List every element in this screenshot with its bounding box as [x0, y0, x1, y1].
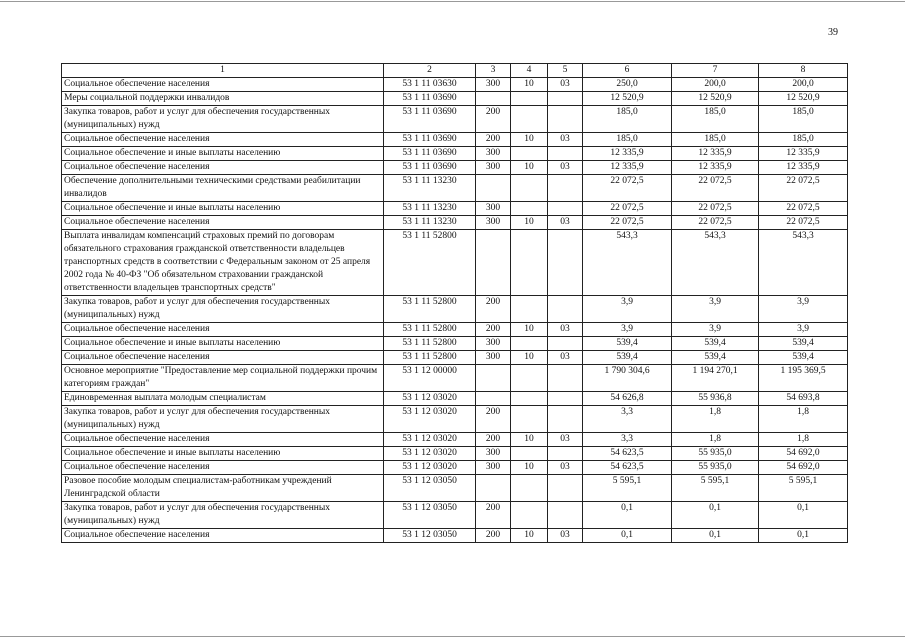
row-value-2024-cell: 0,1 [583, 529, 672, 543]
row-pr-cell [548, 202, 583, 216]
row-code-cell: 53 1 12 03020 [384, 433, 476, 447]
row-value-2024-cell: 22 072,5 [583, 216, 672, 230]
row-value-2026-cell: 539,4 [759, 337, 848, 351]
row-rz-cell [511, 92, 548, 106]
row-pr-cell [548, 406, 583, 433]
row-pr-cell [548, 147, 583, 161]
row-value-2024-cell: 12 520,9 [583, 92, 672, 106]
header-cell: 3 [476, 64, 511, 78]
row-value-2026-cell: 54 693,8 [759, 392, 848, 406]
row-vr-cell: 300 [476, 337, 511, 351]
row-pr-cell [548, 337, 583, 351]
row-name-cell: Социальное обеспечение населения [62, 529, 384, 543]
row-value-2026-cell: 185,0 [759, 133, 848, 147]
table-row [62, 392, 848, 406]
table-row [62, 147, 848, 161]
row-value-2024-cell: 5 595,1 [583, 475, 672, 502]
table-header-row [62, 64, 848, 78]
row-rz-cell [511, 337, 548, 351]
row-pr-cell [548, 365, 583, 392]
row-vr-cell [476, 230, 511, 296]
row-value-2024-cell: 54 623,5 [583, 447, 672, 461]
row-pr-cell: 03 [548, 323, 583, 337]
row-name-cell: Социальное обеспечение населения [62, 133, 384, 147]
row-code-cell: 53 1 12 03020 [384, 406, 476, 433]
row-name-cell: Закупка товаров, работ и услуг для обеспечения государственных (муниципальных) нужд [62, 296, 384, 323]
row-value-2025-cell: 22 072,5 [672, 202, 759, 216]
table-row [62, 337, 848, 351]
row-rz-cell: 10 [511, 461, 548, 475]
row-name-cell: Социальное обеспечение и иные выплаты населению [62, 202, 384, 216]
row-name-cell: Закупка товаров, работ и услуг для обеспечения государственных (муниципальных) нужд [62, 106, 384, 133]
row-name-cell: Социальное обеспечение населения [62, 351, 384, 365]
row-code-cell: 53 1 12 00000 [384, 365, 476, 392]
row-code-cell: 53 1 12 03050 [384, 502, 476, 529]
table-row [62, 230, 848, 296]
row-name-cell: Социальное обеспечение населения [62, 161, 384, 175]
row-vr-cell: 300 [476, 447, 511, 461]
row-code-cell: 53 1 11 03690 [384, 147, 476, 161]
table-row [62, 161, 848, 175]
row-value-2024-cell: 539,4 [583, 351, 672, 365]
row-vr-cell [476, 475, 511, 502]
table-row [62, 323, 848, 337]
row-name-cell: Социальное обеспечение населения [62, 323, 384, 337]
row-pr-cell: 03 [548, 78, 583, 92]
row-vr-cell [476, 175, 511, 202]
row-rz-cell: 10 [511, 433, 548, 447]
row-pr-cell: 03 [548, 133, 583, 147]
table-row [62, 351, 848, 365]
row-value-2025-cell: 185,0 [672, 133, 759, 147]
row-name-cell: Выплата инвалидам компенсаций страховых премий по договорам обязательного страхования гражданской ответственности владельцев транспортных средств в соответствии с Федеральным законом от 25 апреля 2002 года № 40-ФЗ "Об обязательном страховании гражданской ответственности владельцев транспортных средств" [62, 230, 384, 296]
row-pr-cell: 03 [548, 216, 583, 230]
row-rz-cell: 10 [511, 161, 548, 175]
row-value-2025-cell: 22 072,5 [672, 175, 759, 202]
row-code-cell: 53 1 11 03690 [384, 133, 476, 147]
row-value-2025-cell: 0,1 [672, 529, 759, 543]
row-value-2024-cell: 22 072,5 [583, 202, 672, 216]
row-pr-cell [548, 447, 583, 461]
row-name-cell: Обеспечение дополнительными техническими средствами реабилитации инвалидов [62, 175, 384, 202]
row-value-2026-cell: 3,9 [759, 296, 848, 323]
row-vr-cell: 200 [476, 406, 511, 433]
row-pr-cell: 03 [548, 433, 583, 447]
row-name-cell: Основное мероприятие "Предоставление мер социальной поддержки прочим категориям граждан" [62, 365, 384, 392]
row-value-2025-cell: 55 936,8 [672, 392, 759, 406]
row-value-2025-cell: 1,8 [672, 406, 759, 433]
row-pr-cell [548, 106, 583, 133]
row-rz-cell [511, 175, 548, 202]
header-cell: 5 [548, 64, 583, 78]
row-vr-cell [476, 392, 511, 406]
row-pr-cell [548, 502, 583, 529]
row-value-2025-cell: 12 335,9 [672, 147, 759, 161]
row-value-2025-cell: 3,9 [672, 296, 759, 323]
row-vr-cell: 300 [476, 202, 511, 216]
row-rz-cell [511, 230, 548, 296]
row-code-cell: 53 1 11 03690 [384, 161, 476, 175]
row-vr-cell: 200 [476, 106, 511, 133]
table-row [62, 433, 848, 447]
header-cell: 2 [384, 64, 476, 78]
row-vr-cell: 200 [476, 433, 511, 447]
row-rz-cell [511, 202, 548, 216]
row-value-2026-cell: 12 335,9 [759, 147, 848, 161]
row-rz-cell [511, 447, 548, 461]
row-code-cell: 53 1 11 03690 [384, 92, 476, 106]
row-code-cell: 53 1 11 52800 [384, 337, 476, 351]
row-value-2025-cell: 1,8 [672, 433, 759, 447]
scan-edge-top [0, 1, 905, 2]
row-value-2026-cell: 539,4 [759, 351, 848, 365]
row-value-2026-cell: 54 692,0 [759, 461, 848, 475]
page-number: 39 [828, 27, 838, 38]
row-value-2026-cell: 12 335,9 [759, 161, 848, 175]
row-pr-cell [548, 475, 583, 502]
header-cell: 6 [583, 64, 672, 78]
row-value-2024-cell: 3,3 [583, 433, 672, 447]
row-value-2024-cell: 543,3 [583, 230, 672, 296]
row-code-cell: 53 1 11 52800 [384, 323, 476, 337]
row-value-2025-cell: 3,9 [672, 323, 759, 337]
row-vr-cell [476, 92, 511, 106]
table-row [62, 461, 848, 475]
row-value-2026-cell: 22 072,5 [759, 202, 848, 216]
row-value-2026-cell: 0,1 [759, 529, 848, 543]
row-rz-cell: 10 [511, 78, 548, 92]
row-rz-cell: 10 [511, 323, 548, 337]
row-name-cell: Социальное обеспечение и иные выплаты населению [62, 147, 384, 161]
row-value-2025-cell: 12 520,9 [672, 92, 759, 106]
row-value-2024-cell: 54 623,5 [583, 461, 672, 475]
row-name-cell: Социальное обеспечение населения [62, 216, 384, 230]
row-value-2024-cell: 185,0 [583, 133, 672, 147]
table-row [62, 475, 848, 502]
row-rz-cell: 10 [511, 216, 548, 230]
table-row [62, 175, 848, 202]
row-vr-cell [476, 365, 511, 392]
budget-table [61, 63, 848, 543]
row-value-2024-cell: 54 626,8 [583, 392, 672, 406]
row-vr-cell: 200 [476, 323, 511, 337]
row-pr-cell: 03 [548, 461, 583, 475]
table-row [62, 406, 848, 433]
row-code-cell: 53 1 11 13230 [384, 175, 476, 202]
row-value-2024-cell: 1 790 304,6 [583, 365, 672, 392]
table-row [62, 92, 848, 106]
table-row [62, 529, 848, 543]
row-value-2026-cell: 543,3 [759, 230, 848, 296]
row-code-cell: 53 1 11 52800 [384, 230, 476, 296]
row-code-cell: 53 1 11 52800 [384, 296, 476, 323]
row-value-2025-cell: 185,0 [672, 106, 759, 133]
row-value-2026-cell: 0,1 [759, 502, 848, 529]
row-name-cell: Меры социальной поддержки инвалидов [62, 92, 384, 106]
row-vr-cell: 300 [476, 351, 511, 365]
row-code-cell: 53 1 12 03020 [384, 447, 476, 461]
row-vr-cell: 200 [476, 502, 511, 529]
row-value-2025-cell: 539,4 [672, 351, 759, 365]
row-code-cell: 53 1 12 03050 [384, 475, 476, 502]
row-name-cell: Социальное обеспечение и иные выплаты населению [62, 337, 384, 351]
table-row [62, 133, 848, 147]
row-name-cell: Закупка товаров, работ и услуг для обеспечения государственных (муниципальных) нужд [62, 502, 384, 529]
row-name-cell: Социальное обеспечение населения [62, 433, 384, 447]
row-value-2026-cell: 185,0 [759, 106, 848, 133]
row-value-2026-cell: 22 072,5 [759, 216, 848, 230]
table-row [62, 447, 848, 461]
row-pr-cell [548, 92, 583, 106]
row-value-2025-cell: 539,4 [672, 337, 759, 351]
row-pr-cell [548, 392, 583, 406]
row-value-2024-cell: 3,9 [583, 296, 672, 323]
row-value-2026-cell: 1,8 [759, 406, 848, 433]
row-code-cell: 53 1 11 13230 [384, 202, 476, 216]
row-rz-cell: 10 [511, 351, 548, 365]
row-name-cell: Закупка товаров, работ и услуг для обеспечения государственных (муниципальных) нужд [62, 406, 384, 433]
row-code-cell: 53 1 12 03020 [384, 461, 476, 475]
row-pr-cell [548, 230, 583, 296]
table-body [62, 64, 848, 543]
row-value-2025-cell: 55 935,0 [672, 447, 759, 461]
row-value-2026-cell: 5 595,1 [759, 475, 848, 502]
table-row [62, 78, 848, 92]
row-value-2024-cell: 250,0 [583, 78, 672, 92]
row-value-2025-cell: 200,0 [672, 78, 759, 92]
row-rz-cell: 10 [511, 529, 548, 543]
row-pr-cell: 03 [548, 351, 583, 365]
row-value-2026-cell: 200,0 [759, 78, 848, 92]
row-rz-cell: 10 [511, 133, 548, 147]
row-vr-cell: 200 [476, 296, 511, 323]
row-value-2025-cell: 1 194 270,1 [672, 365, 759, 392]
table-row [62, 202, 848, 216]
row-name-cell: Разовое пособие молодым специалистам-работникам учреждений Ленинградской области [62, 475, 384, 502]
row-code-cell: 53 1 11 03630 [384, 78, 476, 92]
row-rz-cell [511, 475, 548, 502]
row-code-cell: 53 1 11 03690 [384, 106, 476, 133]
row-value-2026-cell: 22 072,5 [759, 175, 848, 202]
row-value-2024-cell: 0,1 [583, 502, 672, 529]
row-value-2025-cell: 5 595,1 [672, 475, 759, 502]
scan-edge-bottom [0, 636, 905, 637]
row-pr-cell: 03 [548, 529, 583, 543]
row-vr-cell: 300 [476, 161, 511, 175]
row-rz-cell [511, 392, 548, 406]
row-rz-cell [511, 147, 548, 161]
table-row [62, 502, 848, 529]
header-cell: 7 [672, 64, 759, 78]
row-value-2025-cell: 22 072,5 [672, 216, 759, 230]
row-rz-cell [511, 365, 548, 392]
row-rz-cell [511, 406, 548, 433]
row-value-2024-cell: 3,9 [583, 323, 672, 337]
row-value-2025-cell: 12 335,9 [672, 161, 759, 175]
row-value-2024-cell: 3,3 [583, 406, 672, 433]
row-name-cell: Единовременная выплата молодым специалистам [62, 392, 384, 406]
row-value-2024-cell: 539,4 [583, 337, 672, 351]
row-value-2025-cell: 0,1 [672, 502, 759, 529]
row-code-cell: 53 1 12 03050 [384, 529, 476, 543]
row-name-cell: Социальное обеспечение населения [62, 461, 384, 475]
row-name-cell: Социальное обеспечение и иные выплаты населению [62, 447, 384, 461]
row-rz-cell [511, 106, 548, 133]
table-row [62, 365, 848, 392]
header-cell: 1 [62, 64, 384, 78]
row-code-cell: 53 1 12 03020 [384, 392, 476, 406]
row-value-2025-cell: 543,3 [672, 230, 759, 296]
row-value-2024-cell: 22 072,5 [583, 175, 672, 202]
row-pr-cell: 03 [548, 161, 583, 175]
row-value-2026-cell: 1 195 369,5 [759, 365, 848, 392]
row-vr-cell: 200 [476, 529, 511, 543]
row-code-cell: 53 1 11 52800 [384, 351, 476, 365]
row-value-2026-cell: 54 692,0 [759, 447, 848, 461]
row-name-cell: Социальное обеспечение населения [62, 78, 384, 92]
row-value-2024-cell: 12 335,9 [583, 147, 672, 161]
row-vr-cell: 300 [476, 461, 511, 475]
table-row [62, 106, 848, 133]
row-pr-cell [548, 175, 583, 202]
row-pr-cell [548, 296, 583, 323]
header-cell: 8 [759, 64, 848, 78]
row-value-2024-cell: 12 335,9 [583, 161, 672, 175]
row-value-2026-cell: 3,9 [759, 323, 848, 337]
row-vr-cell: 300 [476, 216, 511, 230]
table-row [62, 216, 848, 230]
row-value-2026-cell: 12 520,9 [759, 92, 848, 106]
row-code-cell: 53 1 11 13230 [384, 216, 476, 230]
row-rz-cell [511, 296, 548, 323]
header-cell: 4 [511, 64, 548, 78]
row-vr-cell: 300 [476, 78, 511, 92]
row-vr-cell: 300 [476, 147, 511, 161]
row-value-2024-cell: 185,0 [583, 106, 672, 133]
table-row [62, 296, 848, 323]
row-rz-cell [511, 502, 548, 529]
row-vr-cell: 200 [476, 133, 511, 147]
row-value-2025-cell: 55 935,0 [672, 461, 759, 475]
row-value-2026-cell: 1,8 [759, 433, 848, 447]
